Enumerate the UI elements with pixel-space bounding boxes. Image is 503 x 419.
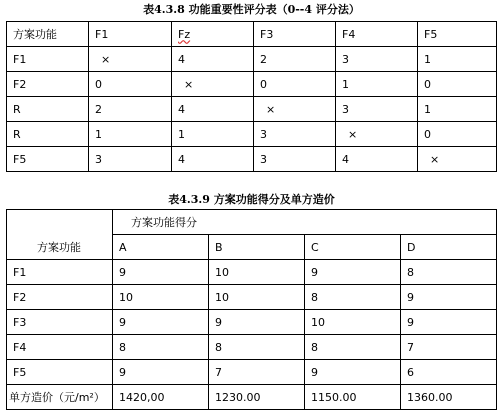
header-cell: F5 xyxy=(418,22,497,47)
row-label: F1 xyxy=(7,260,113,285)
row-label: F4 xyxy=(7,335,113,360)
table-row xyxy=(7,335,497,360)
table-cell: 10 xyxy=(305,310,401,335)
table-cell: × xyxy=(254,97,336,122)
table-cell: 3 xyxy=(254,147,336,172)
row-header-cell: 方案功能 xyxy=(7,210,113,260)
cost-row xyxy=(7,385,497,410)
table-cell: 4 xyxy=(172,147,254,172)
table-cell: 2 xyxy=(89,97,172,122)
table-cell: 7 xyxy=(401,335,497,360)
table-header-row xyxy=(7,210,497,235)
row-label: F5 xyxy=(7,360,113,385)
cost-cell: 1360.00 xyxy=(401,385,497,410)
table-row xyxy=(7,72,497,97)
table-cell: 8 xyxy=(305,335,401,360)
table-cell: 9 xyxy=(401,285,497,310)
header-cell: F1 xyxy=(89,22,172,47)
table-cell: 7 xyxy=(209,360,305,385)
row-label: F5 xyxy=(7,147,89,172)
table-cell: 1 xyxy=(89,122,172,147)
table-header-row xyxy=(7,22,497,47)
header-cell-text: Fz xyxy=(178,27,191,41)
table-cell: 3 xyxy=(89,147,172,172)
table-cell: 6 xyxy=(401,360,497,385)
table-cell: 1 xyxy=(172,122,254,147)
table-cell: 4 xyxy=(172,97,254,122)
row-label: F2 xyxy=(7,285,113,310)
column-header: D xyxy=(401,235,497,260)
table-cell: 10 xyxy=(209,260,305,285)
header-cell: F4 xyxy=(336,22,418,47)
table-row xyxy=(7,47,497,72)
row-label: R xyxy=(7,97,89,122)
table-cell: 10 xyxy=(209,285,305,310)
header-cell: 方案功能 xyxy=(7,22,89,47)
table-cell: 3 xyxy=(336,97,418,122)
table-cell: 1 xyxy=(336,72,418,97)
row-label: R xyxy=(7,122,89,147)
table-cell: 9 xyxy=(113,310,209,335)
table-cell: 1 xyxy=(418,97,497,122)
table-cell: 3 xyxy=(336,47,418,72)
table-cell: 0 xyxy=(418,72,497,97)
table-cell: 10 xyxy=(113,285,209,310)
table-cell: 8 xyxy=(113,335,209,360)
table-cell: 9 xyxy=(401,310,497,335)
table-cell: 0 xyxy=(89,72,172,97)
table-cell: 3 xyxy=(254,122,336,147)
table-row xyxy=(7,310,497,335)
table-cell: 0 xyxy=(418,122,497,147)
table-cell: × xyxy=(89,47,172,72)
function-importance-table xyxy=(6,21,497,172)
table-row xyxy=(7,285,497,310)
column-header: A xyxy=(113,235,209,260)
table-cell: 8 xyxy=(209,335,305,360)
table-row xyxy=(7,260,497,285)
table-cell: 4 xyxy=(336,147,418,172)
scheme-score-table xyxy=(6,209,497,410)
table-row xyxy=(7,97,497,122)
cost-cell: 1150.00 xyxy=(305,385,401,410)
table-cell: 4 xyxy=(172,47,254,72)
row-label: F1 xyxy=(7,47,89,72)
table-cell: 9 xyxy=(305,260,401,285)
table-cell: 8 xyxy=(305,285,401,310)
table-cell: 8 xyxy=(401,260,497,285)
row-label: F3 xyxy=(7,310,113,335)
row-label: F2 xyxy=(7,72,89,97)
table-cell: × xyxy=(172,72,254,97)
table-cell: 9 xyxy=(113,360,209,385)
table-cell: × xyxy=(418,147,497,172)
group-header-cell: 方案功能得分 xyxy=(113,210,497,235)
cost-label: 单方造价（元/m²） xyxy=(7,385,113,410)
column-header: B xyxy=(209,235,305,260)
table-cell: 1 xyxy=(418,47,497,72)
header-cell xyxy=(172,22,254,47)
header-cell: F3 xyxy=(254,22,336,47)
table-cell: 0 xyxy=(254,72,336,97)
column-header: C xyxy=(305,235,401,260)
table-cell: 9 xyxy=(305,360,401,385)
table-row xyxy=(7,147,497,172)
table-row xyxy=(7,122,497,147)
cost-cell: 1230.00 xyxy=(209,385,305,410)
table2-caption: 表4.3.9 方案功能得分及单方造价 xyxy=(168,193,335,206)
table-row xyxy=(7,360,497,385)
table-cell: 2 xyxy=(254,47,336,72)
table1-caption: 表4.3.8 功能重要性评分表（0--4 评分法） xyxy=(143,3,360,16)
table-cell: 9 xyxy=(209,310,305,335)
cost-cell: 1420,00 xyxy=(113,385,209,410)
table-cell: × xyxy=(336,122,418,147)
table-cell: 9 xyxy=(113,260,209,285)
